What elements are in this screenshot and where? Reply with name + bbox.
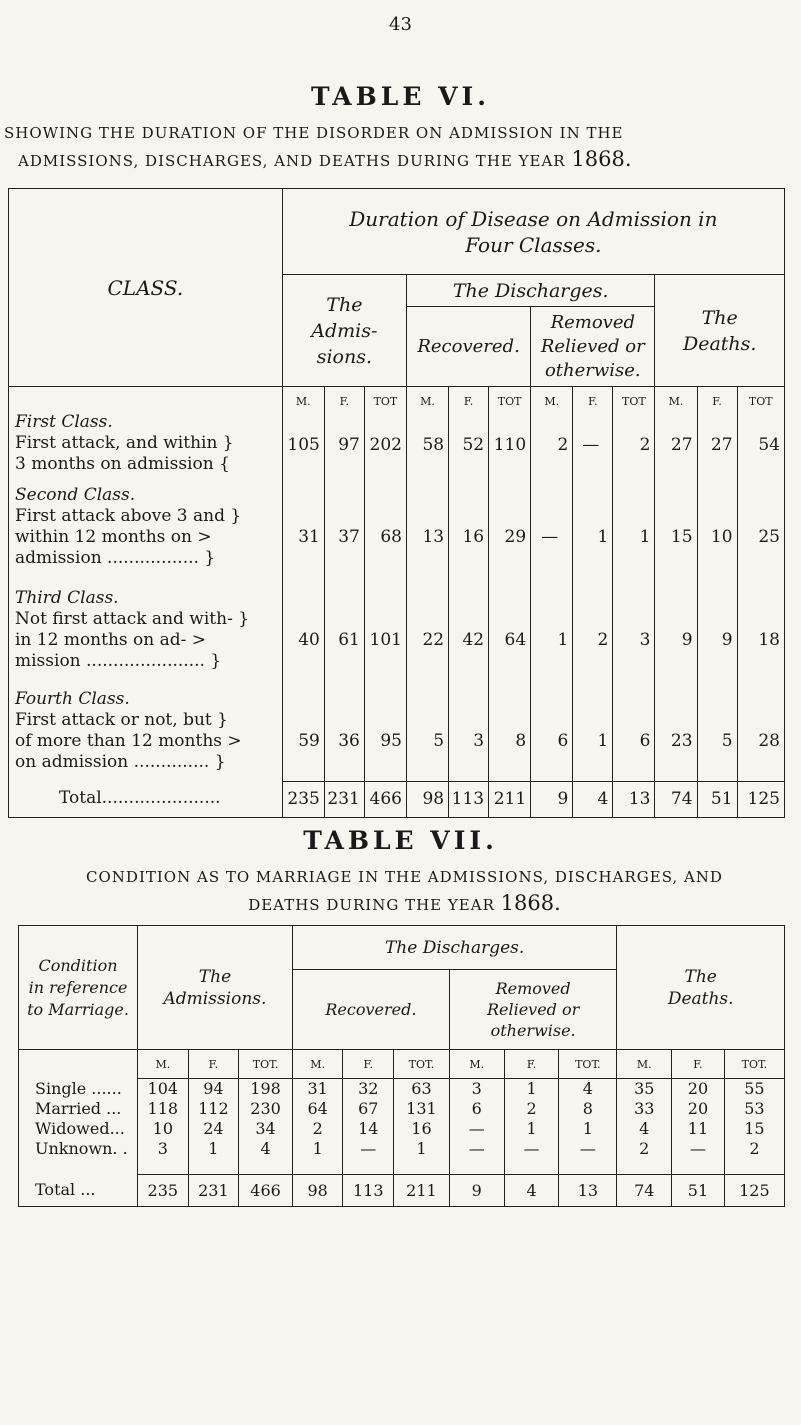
table7-caption-line1: CONDITION AS TO MARRIAGE IN THE ADMISSIONS, DISCHARGES, AND	[86, 868, 723, 886]
table6-removed-line3: otherwise.	[544, 359, 641, 381]
table6-row-3	[9, 578, 785, 681]
table7-cell: —	[449, 1119, 504, 1139]
table7-total-cell: 113	[343, 1175, 394, 1207]
table7-subcol-5: F.	[343, 1050, 394, 1079]
table6-row-3-line2: in 12 months on ad- >	[15, 629, 207, 650]
table6-cell: 8	[489, 681, 531, 781]
table6-row-4-line1: First attack or not, but }	[15, 710, 228, 730]
page-number: 43	[389, 14, 412, 35]
table6-total-label: Total......................	[9, 781, 283, 817]
table7-cell: 10	[138, 1119, 189, 1139]
table7-cell: 35	[617, 1079, 672, 1099]
table6-cell: 13	[406, 475, 448, 578]
table7-cell: 31	[292, 1079, 343, 1099]
table7-admissions-line1: The	[198, 966, 232, 987]
table6-total-cell: 9	[531, 781, 573, 817]
table7-cell: 131	[394, 1099, 450, 1119]
table6-row-1-line1: First attack, and within }	[15, 433, 234, 453]
table-row	[19, 1079, 785, 1099]
table6-cell: 68	[364, 475, 406, 578]
table7-cell: 1	[188, 1139, 239, 1159]
table7-admissions-line2: Admissions.	[163, 988, 267, 1009]
table6-total-cell: 211	[489, 781, 531, 817]
table7-deaths-line1: The	[684, 966, 717, 987]
table7-row-label: Married ...	[35, 1098, 122, 1118]
table6-duration-header	[282, 189, 784, 275]
table6-total-cell: 113	[449, 781, 489, 817]
table6-row-2-class: Second Class.	[15, 484, 136, 505]
table6-cell: 25	[737, 475, 784, 578]
table7-removed-line3: otherwise.	[490, 1021, 576, 1040]
table6-row-2	[9, 475, 785, 578]
table6-cell: 31	[282, 475, 324, 578]
table7-cell: 1	[504, 1079, 559, 1099]
table6-cell: 101	[364, 578, 406, 681]
table7-title: TABLE VII.	[303, 826, 498, 855]
table7-cell: —	[449, 1139, 504, 1159]
table7-cell: 63	[394, 1079, 450, 1099]
table6-subcol-12: TOT	[737, 387, 784, 416]
table6-cell: 10	[697, 475, 737, 578]
table7-cell: 32	[343, 1079, 394, 1099]
table6-caption	[4, 120, 797, 174]
table6-cell: 1	[573, 681, 613, 781]
table7-cell: 3	[449, 1079, 504, 1099]
table7-cell: 64	[292, 1099, 343, 1119]
table7-row-label: Widowed...	[35, 1118, 125, 1138]
table6-cell: 18	[737, 578, 784, 681]
table7-cell: 33	[617, 1099, 672, 1119]
table6-subcol-2: F.	[324, 387, 364, 416]
table7-total-cell: 74	[617, 1175, 672, 1207]
table6-cell: 27	[697, 415, 737, 475]
table6-cell: 1	[613, 475, 655, 578]
table7-cell: 24	[188, 1119, 239, 1139]
table7-cell: 6	[449, 1099, 504, 1119]
table7-cell: —	[672, 1139, 725, 1159]
table7-removed-header	[449, 970, 617, 1050]
table7-subcol-4: M.	[292, 1050, 343, 1079]
table7-cell: —	[504, 1139, 559, 1159]
table7-cell: 3	[138, 1139, 189, 1159]
table6-cell: —	[531, 475, 573, 578]
table6-row-2-label	[9, 475, 283, 578]
table7-removed-line2: Relieved or	[486, 1000, 580, 1019]
table7-cell: 16	[394, 1119, 450, 1139]
table6-row-4-class: Fourth Class.	[15, 689, 130, 709]
table7-cell: 2	[724, 1139, 784, 1159]
table6-subcol-1: M.	[282, 387, 324, 416]
table6-deaths-line2: Deaths.	[682, 332, 757, 355]
table7-subcol-1: M.	[138, 1050, 189, 1079]
table6-cell: 2	[573, 578, 613, 681]
table6-cell: 36	[324, 681, 364, 781]
table6-admissions-line3: sions.	[316, 345, 372, 368]
table6-total-row	[9, 781, 785, 817]
table7-cell: 2	[292, 1119, 343, 1139]
table7-cell: 104	[138, 1079, 189, 1099]
table6-cell: 6	[531, 681, 573, 781]
table6-discharges-header: The Discharges.	[406, 275, 654, 307]
table6-cell: 1	[573, 475, 613, 578]
table6-deaths-line1: The	[701, 306, 738, 329]
table6-cell: 58	[406, 415, 448, 475]
table6-row-1-line2: 3 months on admission {	[15, 454, 230, 474]
table6-cell: 2	[531, 415, 573, 475]
table6-cell: 97	[324, 415, 364, 475]
table7-cell: 1	[292, 1139, 343, 1159]
table7-condition-line1: Condition	[38, 955, 118, 975]
table7-cell: 112	[188, 1099, 239, 1119]
table7-caption-year: 1868.	[500, 891, 561, 915]
table7-removed-line1: Removed	[495, 979, 571, 998]
table6-cell: 59	[282, 681, 324, 781]
table6-subcol-8: F.	[573, 387, 613, 416]
table6-cell: 52	[449, 415, 489, 475]
table7	[18, 925, 785, 1207]
table7-total-cell: 13	[559, 1175, 617, 1207]
table7-subcol-3: TOT.	[239, 1050, 293, 1079]
table6-cell: 27	[655, 415, 697, 475]
table6-total-cell: 4	[573, 781, 613, 817]
table7-total-cell: 211	[394, 1175, 450, 1207]
table6-row-4-line3: on admission .............. }	[15, 752, 226, 772]
table6-removed-header	[531, 307, 655, 387]
table6-row-4	[9, 681, 785, 781]
table7-cell: 11	[672, 1119, 725, 1139]
table6-row-2-line2: within 12 months on >	[15, 526, 212, 547]
table7-condition-header	[19, 926, 138, 1050]
table7-caption-line2: DEATHS DURING THE YEAR	[248, 896, 495, 914]
table7-recovered-header: Recovered.	[292, 970, 449, 1050]
table7-subcol-7: M.	[449, 1050, 504, 1079]
table7-total-cell: 466	[239, 1175, 293, 1207]
table6-removed-line1: Removed	[550, 311, 636, 333]
table6-cell: 5	[697, 681, 737, 781]
table7-deaths-header	[617, 926, 785, 1050]
table6-cell: 42	[449, 578, 489, 681]
table7-cell: 1	[394, 1139, 450, 1159]
table6-cell: 105	[282, 415, 324, 475]
table6-cell: 110	[489, 415, 531, 475]
table6-total-cell: 125	[737, 781, 784, 817]
table6-cell: 95	[364, 681, 406, 781]
table6-row-3-line3: mission ...................... }	[15, 650, 222, 671]
table7-total-cell: 235	[138, 1175, 189, 1207]
table7-row-label: Unknown. .	[35, 1138, 128, 1158]
table7-subcol-2: F.	[188, 1050, 239, 1079]
table6-duration-line1: Duration of Disease on Admission in	[349, 206, 718, 231]
table7-caption-line2-wrap	[12, 890, 797, 918]
table6-cell: 40	[282, 578, 324, 681]
table6-cell: 9	[697, 578, 737, 681]
table7-total-cell: 231	[188, 1175, 239, 1207]
table7-cell: 4	[559, 1079, 617, 1099]
table6-cell: 16	[449, 475, 489, 578]
table6-cell: 15	[655, 475, 697, 578]
table6-subcol-6: TOT	[489, 387, 531, 416]
table7-subcol-9: TOT.	[559, 1050, 617, 1079]
table7-cell: 55	[724, 1079, 784, 1099]
table7-subcol-12: TOT.	[724, 1050, 784, 1079]
table7-subcol-8: F.	[504, 1050, 559, 1079]
table7-cell: 14	[343, 1119, 394, 1139]
table6-row-2-line3: admission ................. }	[15, 547, 216, 568]
table6-admissions-line2: Admis-	[311, 319, 378, 342]
table7-cell: 8	[559, 1099, 617, 1119]
table6-cell: 1	[531, 578, 573, 681]
table6-duration-line2: Four Classes.	[465, 232, 602, 257]
table6-total-cell: 466	[364, 781, 406, 817]
table6-cell: 29	[489, 475, 531, 578]
table6-cell: 37	[324, 475, 364, 578]
table6-cell: 202	[364, 415, 406, 475]
table7-admissions-header	[138, 926, 293, 1050]
table6-subcol-4: M.	[406, 387, 448, 416]
table6-caption-line2-wrap	[4, 146, 797, 174]
table6-cell: 9	[655, 578, 697, 681]
table7-cell: —	[343, 1139, 394, 1159]
table7-cell: 1	[559, 1119, 617, 1139]
table6-cell: 61	[324, 578, 364, 681]
table6-row-3-label	[9, 578, 283, 681]
table7-cell: 53	[724, 1099, 784, 1119]
table-row	[19, 1119, 785, 1139]
table6-cell: 64	[489, 578, 531, 681]
table6-total-cell: 74	[655, 781, 697, 817]
table-row	[19, 1099, 785, 1119]
table6-row-4-line2: of more than 12 months >	[15, 731, 242, 751]
table6-caption-year: 1868.	[571, 147, 632, 171]
table6-cell: 54	[737, 415, 784, 475]
table7-cell: 15	[724, 1119, 784, 1139]
table7-cell: 2	[617, 1139, 672, 1159]
table7-subcol-6: TOT.	[394, 1050, 450, 1079]
table7-caption	[12, 864, 797, 918]
table6-total-cell: 231	[324, 781, 364, 817]
table6-row-4-label	[9, 681, 283, 781]
table6-row-1-class: First Class.	[15, 412, 113, 432]
table6-row-3-line1: Not first attack and with- }	[15, 608, 250, 629]
table6-deaths-header	[655, 275, 785, 387]
table6-admissions-line1: The	[326, 293, 363, 316]
table6-cell: 3	[613, 578, 655, 681]
table6-total-cell: 235	[282, 781, 324, 817]
table6-class-header: CLASS.	[9, 189, 283, 387]
table6-row-3-class: Third Class.	[15, 587, 119, 608]
table7-total-cell: 9	[449, 1175, 504, 1207]
table7-subcol-10: M.	[617, 1050, 672, 1079]
table7-condition-line2: in reference	[28, 977, 128, 997]
table7-cell: 34	[239, 1119, 293, 1139]
table6-subcol-11: F.	[697, 387, 737, 416]
table7-cell: 118	[138, 1099, 189, 1119]
table7-cell: 4	[239, 1139, 293, 1159]
table6-cell: 6	[613, 681, 655, 781]
table6-subcol-5: F.	[449, 387, 489, 416]
table6-subcol-10: M.	[655, 387, 697, 416]
table6-subcol-3: TOT	[364, 387, 406, 416]
table6-removed-line2: Relieved or	[540, 335, 645, 357]
table6-total-cell: 98	[406, 781, 448, 817]
table6-total-cell: 13	[613, 781, 655, 817]
table6-row-1-label	[9, 387, 283, 476]
table6-recovered-header: Recovered.	[406, 307, 530, 387]
table6-cell: 28	[737, 681, 784, 781]
table6-cell: 23	[655, 681, 697, 781]
table6-subcol-7: M.	[531, 387, 573, 416]
table6-cell: 2	[613, 415, 655, 475]
table7-cell: 4	[617, 1119, 672, 1139]
table6-caption-line1: SHOWING THE DURATION OF THE DISORDER ON ADMISSION IN THE	[4, 124, 624, 142]
table6-row-2-line1: First attack above 3 and }	[15, 505, 242, 526]
table7-cell: 230	[239, 1099, 293, 1119]
table7-cell: 67	[343, 1099, 394, 1119]
table6-subcol-9: TOT	[613, 387, 655, 416]
table6-title: TABLE VI.	[311, 82, 490, 111]
table6-admissions-header	[282, 275, 406, 387]
table7-discharges-header: The Discharges.	[292, 926, 616, 970]
table7-total-cell: 125	[724, 1175, 784, 1207]
table7-total-cell: 4	[504, 1175, 559, 1207]
table7-row-label: Single ......	[35, 1078, 122, 1098]
table6-cell: 22	[406, 578, 448, 681]
table7-total-cell: 51	[672, 1175, 725, 1207]
table7-cell: 94	[188, 1079, 239, 1099]
table7-total-label: Total ...	[35, 1180, 96, 1200]
table7-deaths-line2: Deaths.	[667, 988, 734, 1009]
table6-cell: 3	[449, 681, 489, 781]
table6-total-cell: 51	[697, 781, 737, 817]
table7-total-cell: 98	[292, 1175, 343, 1207]
table7-cell: —	[559, 1139, 617, 1159]
table7-cell: 20	[672, 1099, 725, 1119]
table6-caption-line2: ADMISSIONS, DISCHARGES, AND DEATHS DURING THE YEAR	[18, 152, 566, 170]
table7-condition-line3: to Marriage.	[27, 999, 129, 1019]
table7-subcol-11: F.	[672, 1050, 725, 1079]
table7-cell: 2	[504, 1099, 559, 1119]
table6	[8, 188, 785, 818]
table7-cell: 20	[672, 1079, 725, 1099]
table7-cell: 1	[504, 1119, 559, 1139]
table6-cell: 5	[406, 681, 448, 781]
table-row	[19, 1139, 785, 1159]
table6-cell: —	[573, 415, 613, 475]
table7-cell: 198	[239, 1079, 293, 1099]
table7-total-row	[19, 1175, 785, 1207]
